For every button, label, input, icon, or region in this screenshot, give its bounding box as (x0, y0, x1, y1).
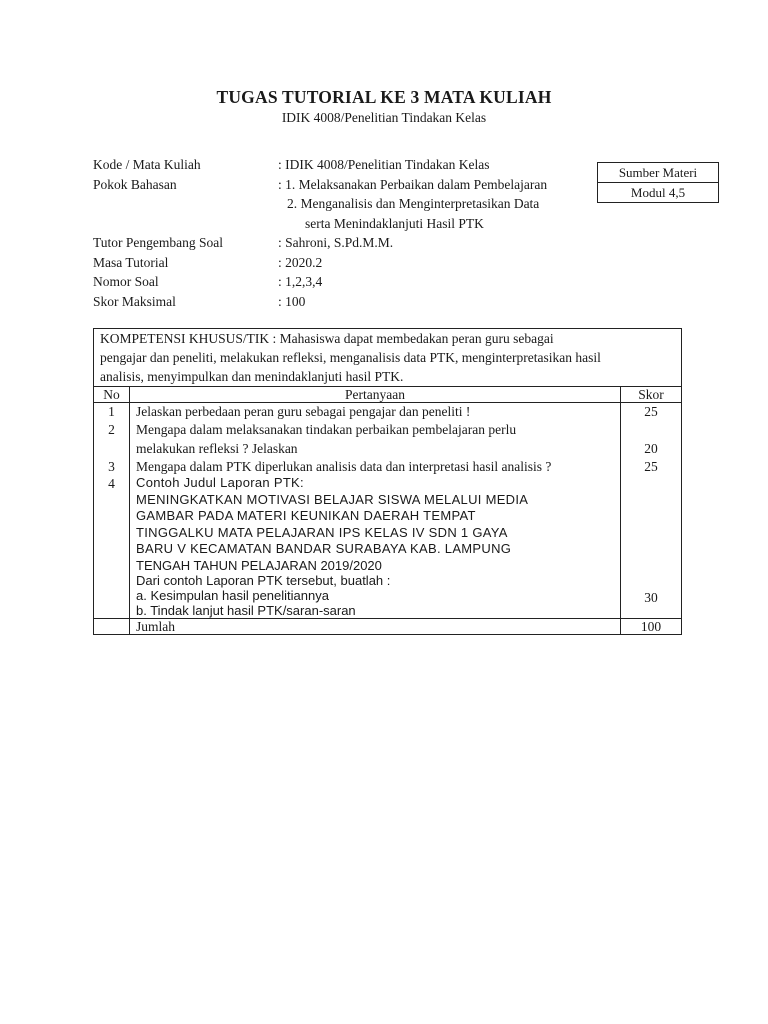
sumber-materi-box (597, 162, 719, 203)
q3-no: 3 (108, 459, 115, 474)
q4-skor-spacer (621, 475, 681, 588)
q4-line-7: Dari contoh Laporan PTK tersebut, buatlah : (136, 572, 391, 588)
kode-label: Kode / Mata Kuliah (93, 157, 201, 172)
q3-text: Mengapa dalam PTK diperlukan analisis data dan interpretasi hasil analisis ? (136, 459, 552, 474)
page-subtitle: IDIK 4008/Penelitian Tindakan Kelas (281, 110, 487, 125)
pokok-value-2a: 2. Menganalisis dan Menginterpretasikan Data (287, 196, 540, 211)
page-title: TUGAS TUTORIAL KE 3 MATA KULIAH (216, 87, 552, 107)
nomor-value: : 1,2,3,4 (278, 274, 323, 289)
q1-no: 1 (108, 404, 115, 419)
jumlah-value: 100 (621, 618, 682, 634)
q2-text-2: melakukan refleksi ? Jelaskan (136, 441, 298, 456)
col-question-header: Pertanyaan (130, 387, 621, 403)
q2-text-1: Mengapa dalam melaksanakan tindakan perbaikan pembelajaran perlu (136, 422, 517, 437)
pokok-value-1: : 1. Melaksanakan Perbaikan dalam Pembelajaran (278, 176, 548, 192)
tutor-label: Tutor Pengembang Soal (93, 235, 224, 250)
kompetensi-row (94, 329, 682, 387)
q4-line-9: b. Tindak lanjut hasil PTK/saran-saran (136, 602, 356, 618)
jumlah-row (94, 618, 682, 634)
sumber-materi-label: Sumber Materi (618, 165, 698, 180)
question-content-no (94, 403, 130, 619)
kompetensi-line-3: analisis, menyimpulkan dan menindaklanjuti hasil PTK. (100, 369, 404, 384)
q4-skor: 30 (644, 590, 658, 605)
q2-no: 2 (108, 422, 115, 437)
q2-no-spacer (94, 439, 129, 458)
q4-line-3: GAMBAR PADA MATERI KEUNIKAN DAERAH TEMPAT (136, 508, 476, 523)
q4-text (136, 475, 620, 618)
col-skor-header: Skor (621, 387, 682, 403)
kompetensi-cell (94, 329, 682, 387)
q3-skor: 25 (644, 459, 658, 474)
q4-line-6: TENGAH TAHUN PELAJARAN 2019/2020 (136, 557, 382, 573)
q4-line-4: TINGGALKU MATA PELAJARAN IPS KELAS IV SDN 1 GAYA (136, 524, 508, 540)
skor-value: : 100 (278, 293, 306, 309)
jumlah-no-cell (94, 618, 130, 634)
pokok-label: Pokok Bahasan (93, 176, 177, 192)
kompetensi-line-2: pengajar dan peneliti, melakukan refleksi, menganalisis data PTK, menginterpretasikan hasil (100, 350, 601, 365)
masa-label: Masa Tutorial (93, 254, 169, 270)
masa-value: : 2020.2 (278, 254, 323, 270)
q1-text: Jelaskan perbedaan peran guru sebagai pengajar dan peneliti ! (136, 404, 471, 419)
q4-line-2: MENINGKATKAN MOTIVASI BELAJAR SISWA MELALUI MEDIA (136, 491, 529, 507)
table-row (94, 403, 682, 619)
col-no-header: No (94, 387, 130, 403)
kode-value: : IDIK 4008/Penelitian Tindakan Kelas (278, 157, 490, 172)
q4-line-8: a. Kesimpulan hasil penelitiannya (136, 587, 329, 603)
q1-skor: 25 (644, 404, 658, 419)
table-header-row (94, 387, 682, 403)
question-content (130, 403, 621, 619)
q4-line-1: Contoh Judul Laporan PTK: (136, 475, 304, 490)
q4-line-5: BARU V KECAMATAN BANDAR SURABAYA KAB. LAMPUNG (136, 541, 512, 556)
jumlah-label: Jumlah (130, 618, 621, 634)
kompetensi-line-1: KOMPETENSI KHUSUS/TIK : Mahasiswa dapat membedakan peran guru sebagai (100, 331, 554, 346)
pokok-value-2b: serta Menindaklanjuti Hasil PTK (305, 215, 484, 231)
q2-skor: 20 (644, 441, 658, 456)
question-content-skor (621, 403, 682, 619)
question-table (93, 328, 682, 635)
nomor-label: Nomor Soal (93, 274, 159, 289)
q2-skor-spacer (621, 420, 681, 439)
q4-no: 4 (108, 476, 115, 491)
skor-label: Skor Maksimal (93, 293, 176, 309)
tutor-value: : Sahroni, S.Pd.M.M. (278, 235, 394, 250)
sumber-materi-value: Modul 4,5 (598, 182, 718, 202)
